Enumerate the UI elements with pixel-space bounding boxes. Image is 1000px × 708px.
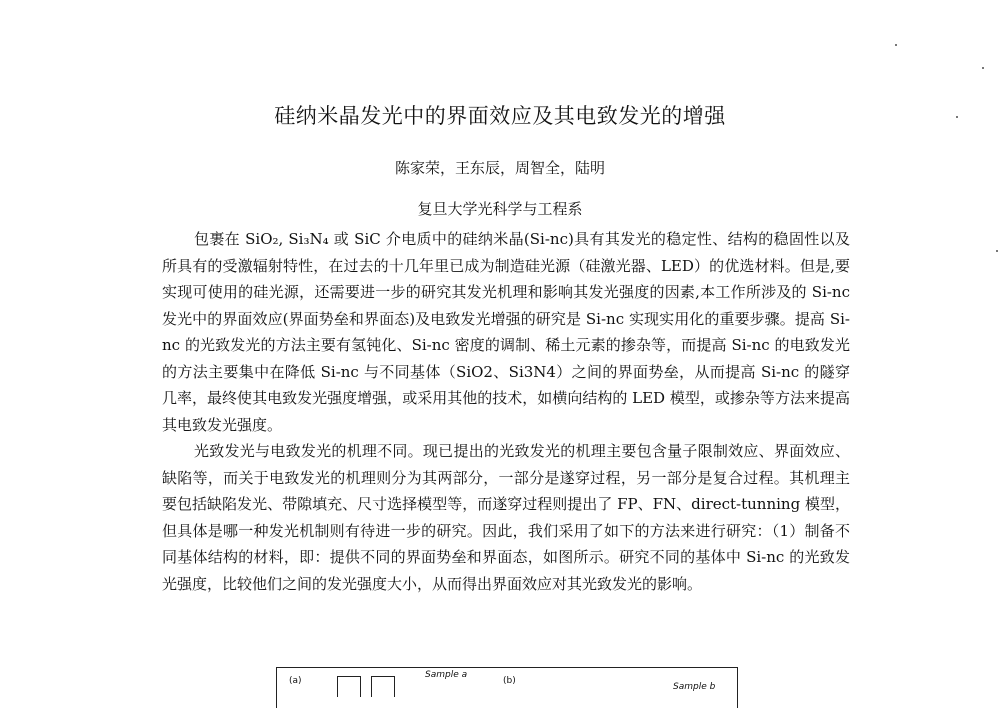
sample-layer-box (371, 676, 395, 697)
scan-speck (956, 116, 958, 118)
figure-panel-b-label: (b) (503, 676, 516, 686)
paragraph-1: 包裹在 SiO₂, Si₃N₄ 或 SiC 介电质中的硅纳米晶(Si-nc)具有其发光的稳定性、结构的稳固性以及所具有的受激辐射特性，在过去的十几年里已成为制造硅光源（硅激光器、LED）的优选材料。但是,要实现可使用的硅光源，还需要进一步的研究其发光机理和影响其发光强度的因素,本工作所涉及的 Si-nc 发光中的界面效应(界面势垒和界面态)及电致发光增强的研究是 Si-nc 实现实用化的重要步骤。提高 Si-nc 的光致发光的方法主要有氢钝化、Si-nc 密度的调制、稀土元素的掺杂等，而提高 Si-nc 的电致发光的方法主要集中在降低 Si-nc 与不同基体（SiO2、Si3N4）之间的界面势垒，从而提高 Si-nc 的隧穿几率，最终使其电致发光强度增强，或采用其他的技术，如横向结构的 LED 模型，或掺杂等方法来提高其电致发光强度。 (162, 230, 850, 434)
author-list: 陈家荣，王东辰，周智全，陆明 (394, 159, 605, 177)
figure-panel-a-label: (a) (289, 676, 302, 686)
scan-speck (895, 44, 897, 46)
figure-sample-a-label: Sample a (425, 670, 468, 680)
abstract-body (162, 226, 850, 597)
paragraph-2: 光致发光与电致发光的机理不同。现已提出的光致发光的机理主要包含量子限制效应、界面效应、缺陷等，而关于电致发光的机理则分为其两部分，一部分是遂穿过程，另一部分是复合过程。其机理主要包括缺陷发光、带隙填充、尺寸选择模型等，而遂穿过程则提出了 FP、FN、direct-tunning 模型，但具体是哪一种发光机制则有待进一步的研究。因此，我们采用了如下的方法来进行研究：（1）制备不同基体结构的材料，即：提供不同的界面势垒和界面态，如图所示。研究不同的基体中 Si-nc 的光致发光强度，比较他们之间的发光强度大小，从而得出界面效应对其光致发光的影响。 (162, 442, 850, 593)
scan-speck (996, 250, 998, 252)
scan-speck (982, 67, 984, 69)
figure-frame (276, 667, 738, 708)
figure-sample-b-label: Sample b (673, 682, 716, 692)
sample-layer-box (337, 676, 361, 697)
paper-title: 硅纳米晶发光中的界面效应及其电致发光的增强 (274, 104, 726, 128)
affiliation: 复旦大学光科学与工程系 (417, 200, 583, 218)
